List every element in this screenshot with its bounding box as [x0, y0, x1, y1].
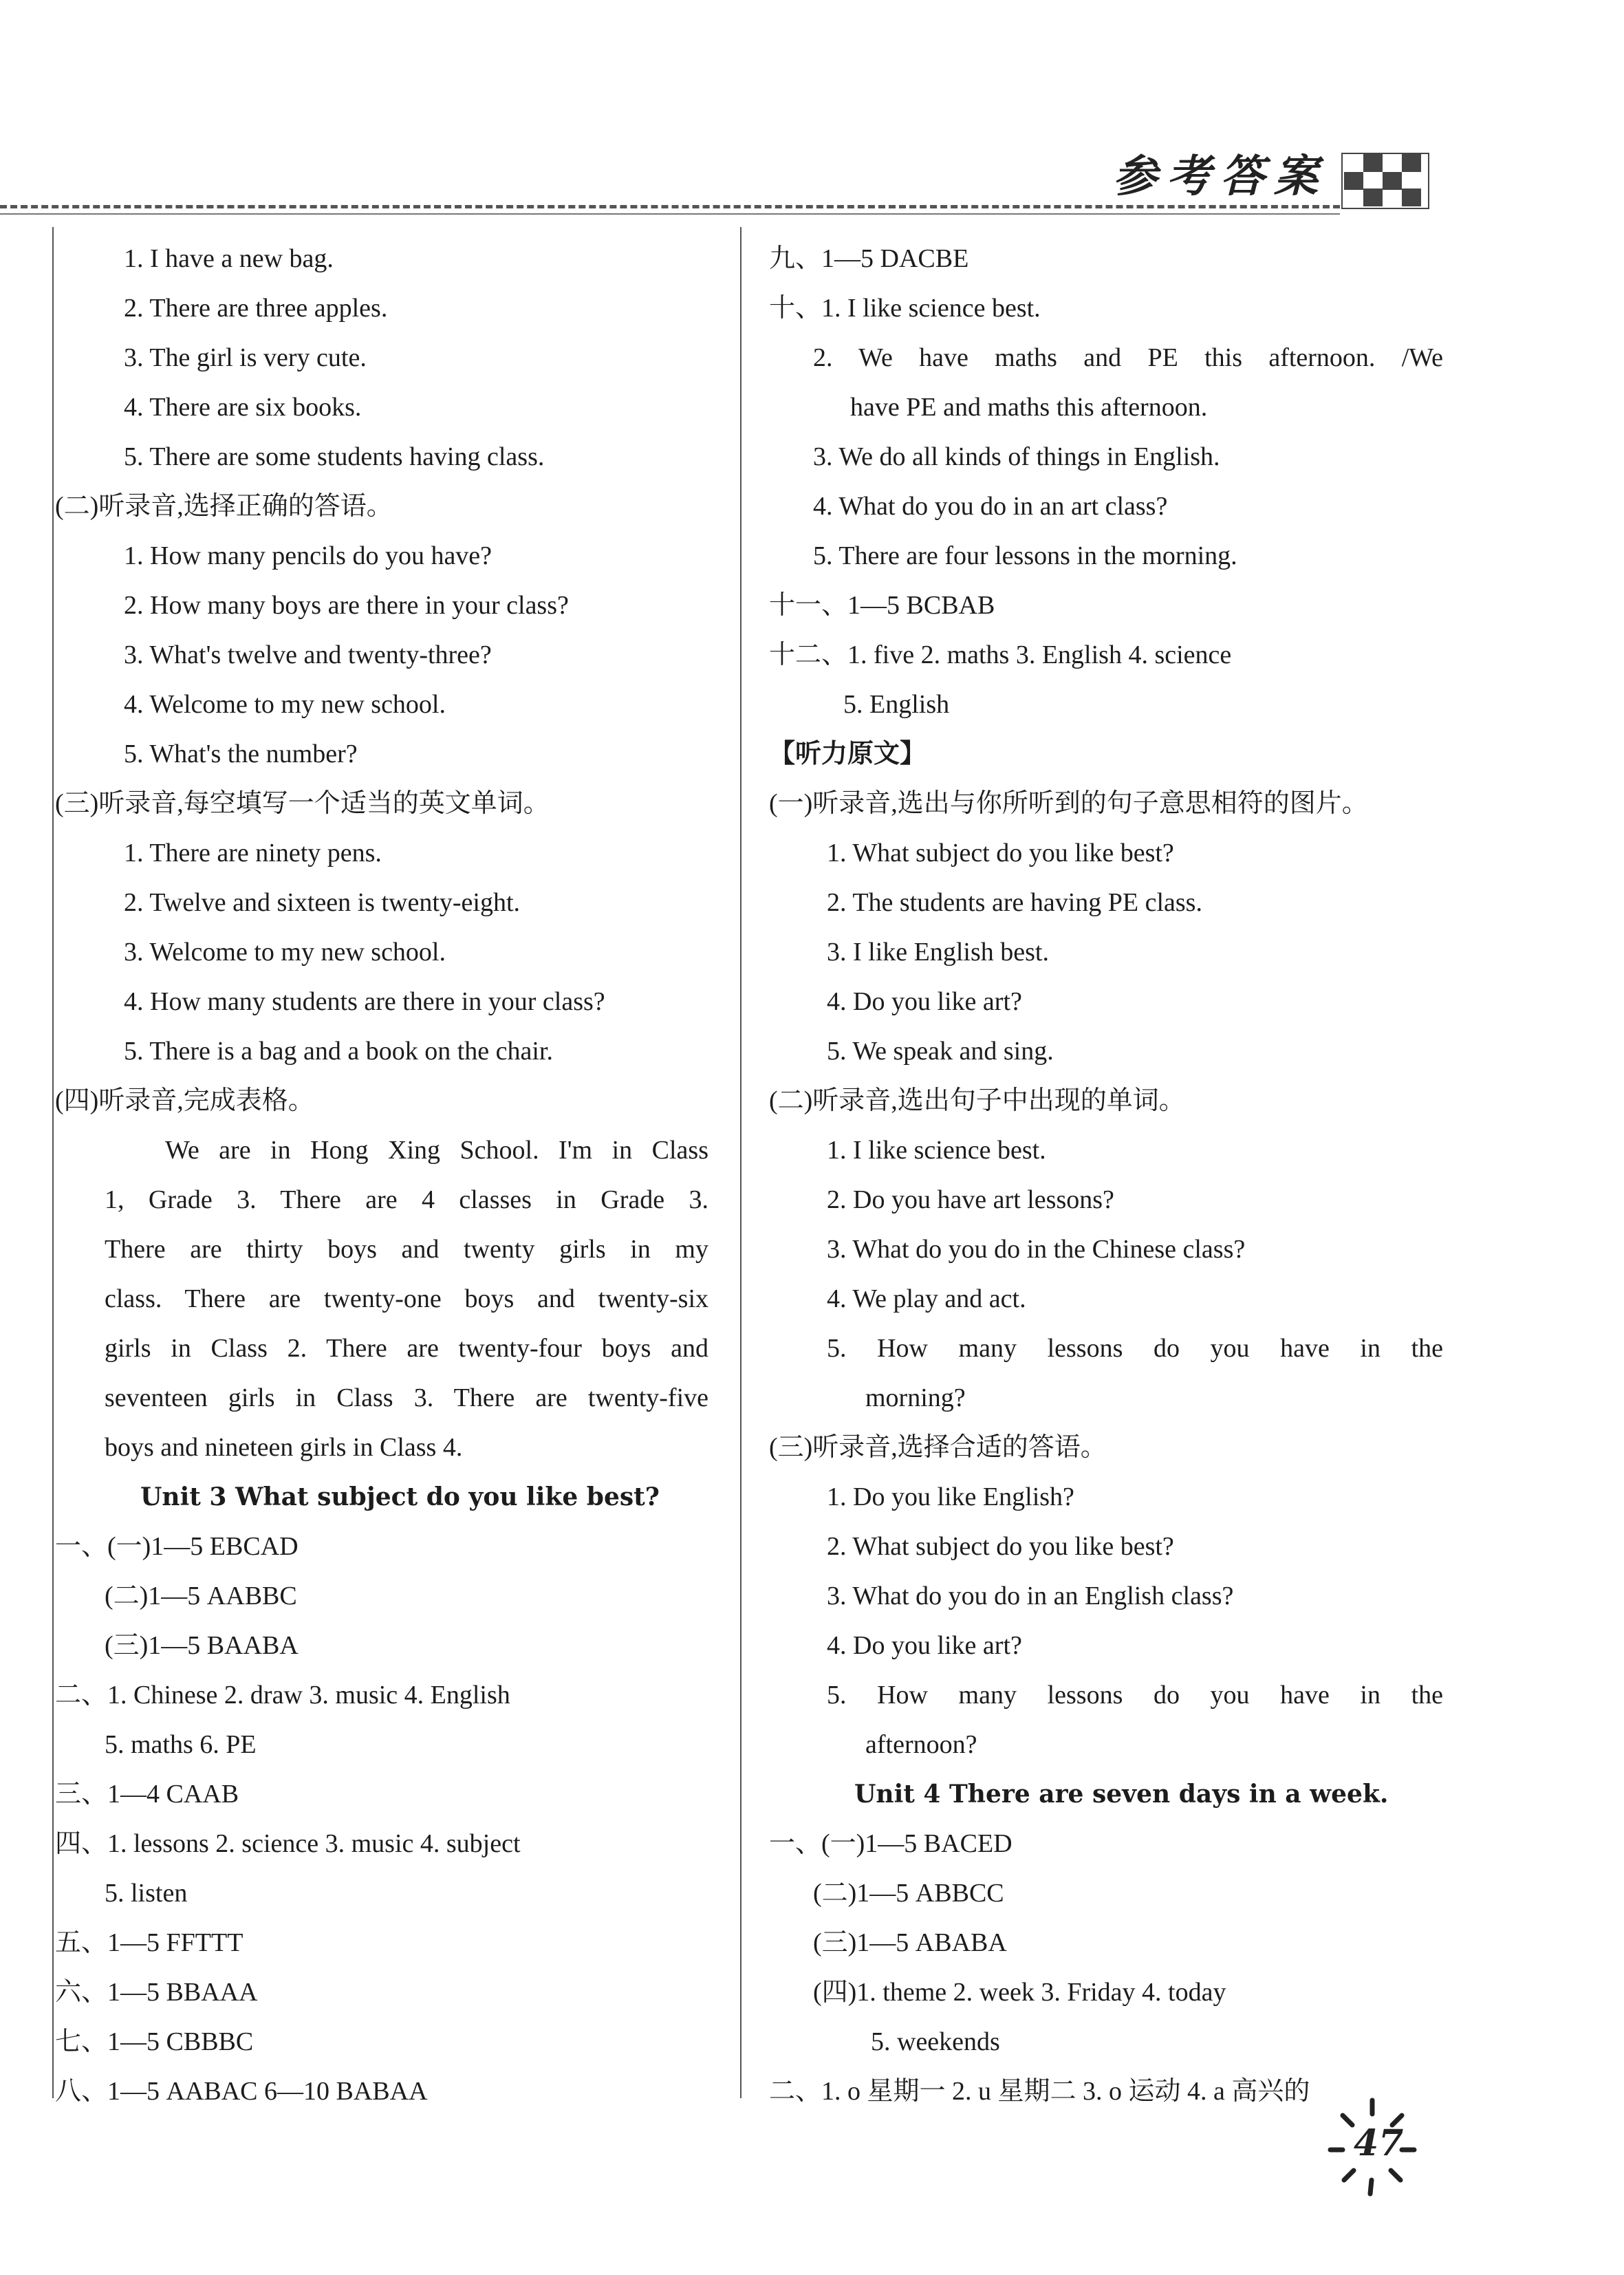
answer-line: 2. Twelve and sixteen is twenty-eight. — [124, 888, 521, 917]
answer-line: 十二、1. five 2. maths 3. English 4. science — [769, 640, 1232, 669]
answer-line: (二)1—5 ABBCC — [813, 1879, 1004, 1908]
passage-line: seventeen girls in Class 3. There are twenty-five — [105, 1383, 708, 1412]
section-heading: (三)听录音,每空填写一个适当的英文单词。 — [55, 789, 550, 818]
answer-line: 2. We have maths and PE this afternoon. /We — [813, 343, 1443, 372]
answer-line: 3. What do you do in the Chinese class? — [827, 1235, 1246, 1264]
answer-line: morning? — [865, 1383, 966, 1412]
answer-line: 5. We speak and sing. — [827, 1037, 1054, 1066]
answer-line: 1. How many pencils do you have? — [124, 541, 492, 570]
answer-line: 4. What do you do in an art class? — [813, 492, 1168, 521]
header-rule — [0, 213, 1340, 215]
answer-line: (二)1—5 AABBC — [105, 1582, 297, 1610]
answer-line: 1. I have a new bag. — [124, 244, 334, 273]
answer-line: 5. What's the number? — [124, 740, 358, 768]
answer-line: 5. weekends — [871, 2027, 1000, 2056]
answer-line: 5. maths 6. PE — [105, 1730, 257, 1759]
answer-line: 4. Do you like art? — [827, 987, 1022, 1016]
header-title: 参考答案 — [1113, 151, 1328, 202]
answer-line: 2. Do you have art lessons? — [827, 1185, 1114, 1214]
answer-line: 二、1. o 星期一 2. u 星期二 3. o 运动 4. a 高兴的 — [769, 2077, 1310, 2106]
right-column — [769, 234, 1443, 2116]
section-heading: (三)听录音,选择合适的答语。 — [769, 1433, 1107, 1462]
answer-line: 3. We do all kinds of things in English. — [813, 442, 1220, 471]
answer-line: 1. What subject do you like best? — [827, 839, 1174, 867]
answer-line: 3. I like English best. — [827, 938, 1049, 967]
answer-line: afternoon? — [865, 1730, 977, 1759]
answer-line: 4. We play and act. — [827, 1284, 1026, 1313]
answer-line: 2. What subject do you like best? — [827, 1532, 1174, 1561]
answer-line: 六、1—5 BBAAA — [55, 1978, 258, 2007]
passage-line: boys and nineteen girls in Class 4. — [105, 1433, 463, 1462]
left-column — [55, 234, 708, 2116]
answer-line: 十一、1—5 BCBAB — [769, 591, 995, 620]
section-heading: (一)听录音,选出与你所听到的句子意思相符的图片。 — [769, 789, 1368, 818]
answer-line: 一、(一)1—5 BACED — [769, 1829, 1013, 1858]
listening-script-heading: 【听力原文】 — [769, 740, 927, 768]
answer-line: 1. There are ninety pens. — [124, 839, 382, 867]
answer-line: 八、1—5 AABAC 6—10 BABAA — [55, 2077, 428, 2106]
passage-line: There are thirty boys and twenty girls in my — [105, 1235, 708, 1264]
answer-line: 一、(一)1—5 EBCAD — [55, 1532, 299, 1561]
section-heading: (二)听录音,选出句子中出现的单词。 — [769, 1086, 1185, 1115]
passage-line: girls in Class 2. There are twenty-four boys and — [105, 1334, 708, 1363]
answer-line: 1. Do you like English? — [827, 1482, 1074, 1511]
answer-line: (三)1—5 ABABA — [813, 1928, 1007, 1957]
answer-line: 四、1. lessons 2. science 3. music 4. subject — [55, 1829, 521, 1858]
column-divider — [740, 227, 741, 2098]
passage-line: 1, Grade 3. There are 4 classes in Grade 3. — [105, 1185, 708, 1214]
answer-line: 4. There are six books. — [124, 393, 362, 422]
answer-line: 1. I like science best. — [827, 1136, 1046, 1165]
passage-line: We are in Hong Xing School. I'm in Class — [165, 1136, 708, 1165]
answer-line: 2. The students are having PE class. — [827, 888, 1202, 917]
page-number: 47 — [1354, 2122, 1404, 2164]
answer-line: have PE and maths this afternoon. — [850, 393, 1208, 422]
unit-title: Unit 4 There are seven days in a week. — [854, 1780, 1389, 1809]
section-heading: (四)听录音,完成表格。 — [55, 1086, 314, 1115]
answer-line: 4. Welcome to my new school. — [124, 690, 446, 719]
answer-line: 五、1—5 FFTTT — [55, 1928, 243, 1957]
answer-line: 5. listen — [105, 1879, 188, 1908]
answer-line: 5. There are four lessons in the morning. — [813, 541, 1237, 570]
answer-line: 3. Welcome to my new school. — [124, 938, 446, 967]
answer-line: 二、1. Chinese 2. draw 3. music 4. English — [55, 1681, 510, 1710]
answer-line: 5. How many lessons do you have in the — [827, 1681, 1443, 1710]
answer-line: 5. There is a bag and a book on the chair. — [124, 1037, 553, 1066]
answer-line: (三)1—5 BAABA — [105, 1631, 299, 1660]
checker-decoration-icon — [1341, 153, 1428, 208]
answer-line: 三、1—4 CAAB — [55, 1780, 239, 1809]
answer-line: 3. What do you do in an English class? — [827, 1582, 1234, 1610]
answer-line: 3. The girl is very cute. — [124, 343, 367, 372]
answer-line: 2. There are three apples. — [124, 294, 388, 323]
section-heading: (二)听录音,选择正确的答语。 — [55, 492, 393, 521]
answer-line: 4. Do you like art? — [827, 1631, 1022, 1660]
left-margin-rule — [52, 227, 54, 2098]
page-number-badge — [1328, 2095, 1417, 2198]
answer-line: 5. How many lessons do you have in the — [827, 1334, 1443, 1363]
answer-line: 5. There are some students having class. — [124, 442, 545, 471]
answer-line: 九、1—5 DACBE — [769, 244, 969, 273]
answer-line: 5. English — [843, 690, 950, 719]
unit-title: Unit 3 What subject do you like best? — [140, 1482, 660, 1511]
answer-line: (四)1. theme 2. week 3. Friday 4. today — [813, 1978, 1226, 2007]
passage-line: class. There are twenty-one boys and twenty-six — [105, 1284, 708, 1313]
answer-line: 十、1. I like science best. — [769, 294, 1041, 323]
header-dashed-rule — [0, 205, 1340, 208]
answer-line: 4. How many students are there in your class? — [124, 987, 605, 1016]
answer-line: 3. What's twelve and twenty-three? — [124, 640, 492, 669]
answer-line: 七、1—5 CBBBC — [55, 2027, 254, 2056]
answer-line: 2. How many boys are there in your class? — [124, 591, 569, 620]
